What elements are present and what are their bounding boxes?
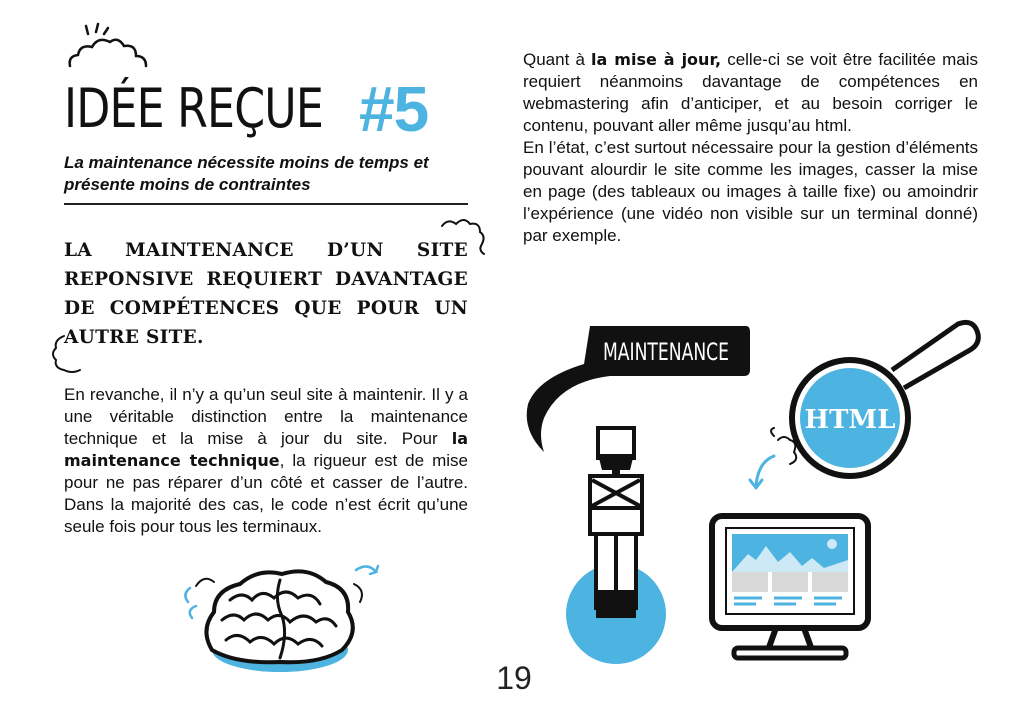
left-paragraph-bold: la maintenance technique [64, 429, 468, 470]
monitor-icon [704, 510, 874, 666]
title-word: IDÉE REÇUE [64, 77, 324, 140]
subtitle: La maintenance nécessite moins de temps et présente moins de contraintes [64, 153, 429, 194]
right-paragraph-1-text-2: celle-ci se voit être facilitée mais requiert néanmoins davantage de compétences en webmastering afin d’anticiper, et au besoin corriger le contenu, pouvant aller même jusqu’au html. [523, 50, 978, 135]
lead-statement: LA MAINTENANCE D’UN SITE REPONSIVE REQUIERT DAVANTAGE DE COMPÉTENCES QUE POUR UN AUTRE SITE. [64, 240, 468, 348]
page-number: 19 [496, 660, 532, 696]
right-paragraph-1-text-1: Quant à [523, 50, 592, 69]
right-paragraph-1-bold: la mise à jour, [591, 50, 722, 69]
magnifier-icon [786, 316, 986, 466]
brain-icon [170, 560, 390, 680]
person-icon [560, 424, 670, 664]
right-paragraph-1 [523, 49, 978, 137]
cloud-icon [66, 22, 156, 72]
left-paragraph [64, 384, 468, 538]
arrow-icon [744, 430, 804, 494]
page-title [64, 73, 429, 145]
right-paragraph-2: En l’état, c’est surtout nécessaire pour la gestion d’éléments pouvant alourdir le site comme les images, casser la mise en page (des tableaux ou images à taille fixe) ou amoindrir l’expérience (une vidéo non visible sur un terminal donné) par exemple. [523, 138, 978, 245]
divider [64, 203, 468, 205]
magnifier-label: HTML [804, 405, 896, 435]
left-paragraph-text-1: En revanche, il n’y a qu’un seul site à maintenir. Il y a une véritable distinction entre la maintenance technique et la mise à jour du site. Pour [64, 385, 468, 448]
title-number: #5 [359, 73, 429, 145]
right-column [523, 49, 978, 247]
speech-bubble-label: MAINTENANCE [603, 338, 729, 366]
left-paragraph-text-2: , la rigueur est de mise pour ne pas réparer d’un côté et casser de l’autre. Dans la majorité des cas, le code n’est écrit qu’une seule fois pour tous les terminaux. [64, 451, 469, 536]
